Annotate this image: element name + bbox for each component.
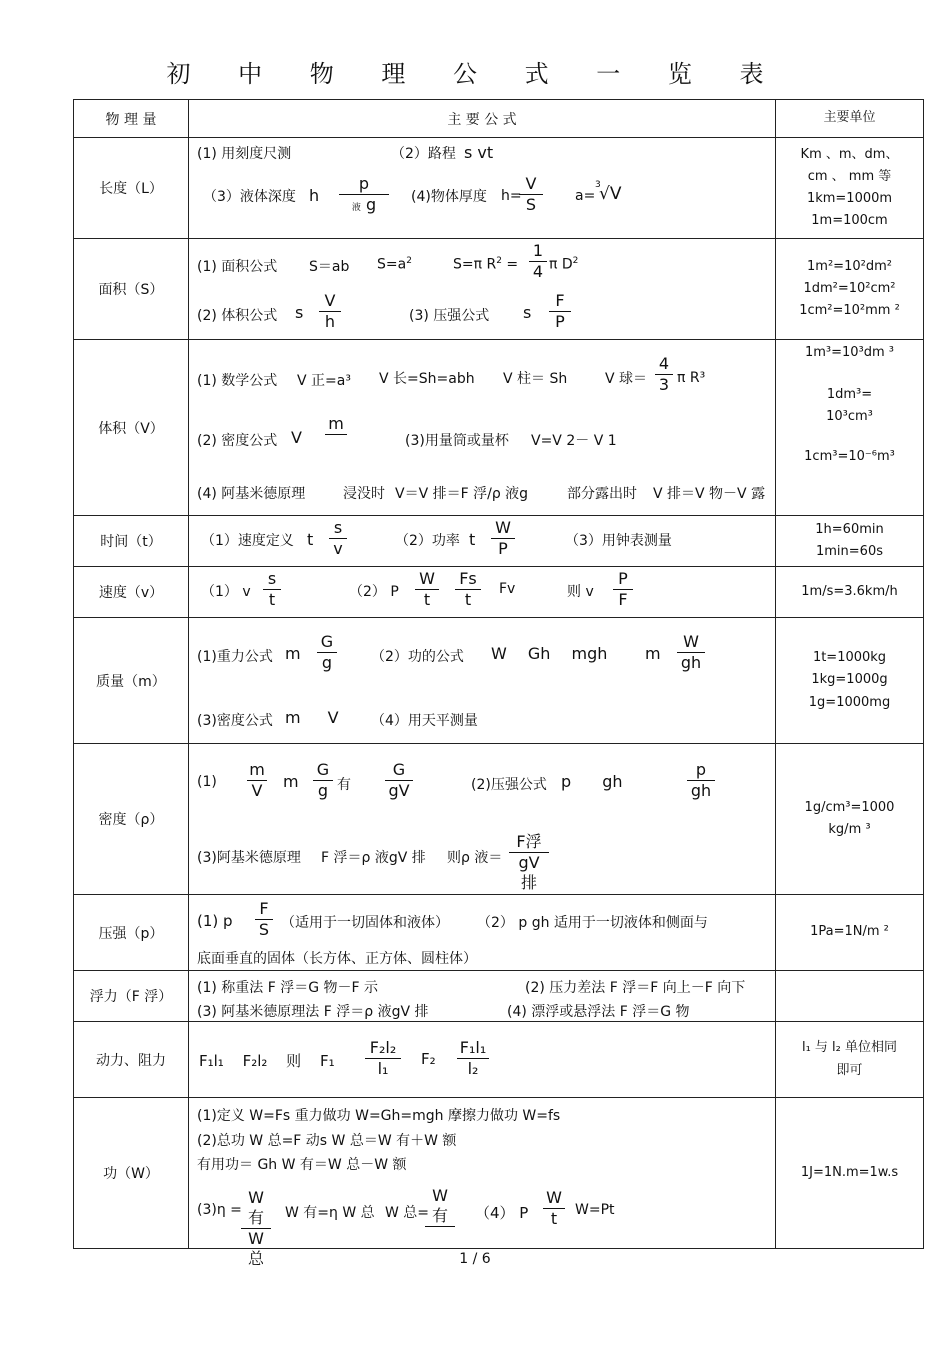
fraction <box>491 518 515 559</box>
header-qty: 物 理 量 <box>74 100 189 138</box>
fraction <box>317 632 337 673</box>
formula-text: m <box>283 772 299 791</box>
formula-text: F₁l₁ F₂l₂ 则 F₁ <box>199 1052 335 1070</box>
unit-line: 1t=1000kg <box>812 650 887 666</box>
table-row <box>74 1022 924 1098</box>
table-header-row <box>74 100 924 138</box>
fraction <box>519 174 543 215</box>
formula-text: (1) p <box>197 912 233 930</box>
fraction-num: F <box>255 899 273 920</box>
fraction-num: F₁l₁ <box>457 1038 489 1059</box>
unit-line: 1g/cm³=1000 <box>804 799 895 815</box>
fraction-num: W有 <box>241 1188 271 1229</box>
fraction-den: t <box>464 590 472 609</box>
formula-text: （3）液体深度 <box>203 189 296 205</box>
fraction-num: G <box>385 760 413 781</box>
fraction-den: t <box>268 590 276 609</box>
fraction <box>329 518 347 559</box>
unit-cell <box>776 895 924 971</box>
formula-text: V 球＝ <box>605 371 648 387</box>
formula-text: （3）用钟表测量 <box>565 533 672 549</box>
row-name: 功（W） <box>74 1098 189 1249</box>
formula-text: （2）功率 <box>395 533 460 549</box>
unit-line: kg/m ³ <box>828 822 871 837</box>
fraction-num: s <box>263 569 281 590</box>
formula-text: （4）用天平测量 <box>371 713 478 729</box>
formula-text: （2） P <box>349 584 399 600</box>
formula-text: 浸没时 <box>343 486 385 502</box>
fraction <box>549 291 571 332</box>
fraction <box>365 1038 401 1079</box>
formula-text: (2) 密度公式 <box>197 433 278 449</box>
page-title: 初 中 物 理 公 式 一 览 表 <box>166 60 784 88</box>
fraction-den: l₂ <box>467 1059 479 1078</box>
unit-line: 1min=60s <box>816 544 883 559</box>
formula-text: （2） p gh 适用于一切液体和侧面与 <box>477 915 708 931</box>
fraction-num: m <box>325 414 347 435</box>
formula-text: (2)总功 W 总=F 动s W 总＝W 有＋W 额 <box>197 1133 457 1149</box>
fraction-num: W <box>491 518 515 539</box>
table-row <box>74 516 924 567</box>
unit-line: 1Pa=1N/m ² <box>810 924 889 940</box>
row-name: 面积（S） <box>74 239 189 340</box>
fraction-num: F浮 <box>509 832 549 853</box>
fraction-den: t <box>550 1209 558 1228</box>
formula-text: (3)阿基米德原理 <box>197 850 301 866</box>
formula-text: F₂ <box>421 1050 436 1068</box>
formula-text: (4) 漂浮或悬浮法 F 浮＝G 物 <box>507 1004 690 1020</box>
table-row <box>74 239 924 340</box>
fraction <box>263 569 281 610</box>
formula-text: 部分露出时 <box>567 486 637 502</box>
formula-text: (1)重力公式 <box>197 649 273 665</box>
fraction <box>529 241 547 282</box>
fraction-den: V <box>251 781 263 800</box>
unit-cell <box>776 138 924 239</box>
unit-line: cm 、 mm 等 <box>807 168 892 184</box>
fraction <box>457 1038 489 1079</box>
formula-text: (3)用量筒或量杯 <box>405 433 509 449</box>
fraction <box>677 632 705 673</box>
unit-line: Km 、m、dm、 <box>800 146 899 162</box>
formula-text: m <box>645 644 661 663</box>
formula-text: (3) 阿基米德原理法 F 浮＝ρ 液gV 排 <box>197 1004 429 1020</box>
row-name: 时间（t） <box>74 516 189 567</box>
table-row <box>74 618 924 744</box>
table-row <box>74 971 924 1022</box>
fraction <box>687 760 715 801</box>
unit-cell <box>776 239 924 340</box>
formula-text: （2）功的公式 <box>371 649 464 665</box>
fraction <box>415 569 439 610</box>
formula-text: h= <box>501 188 522 204</box>
formula-text: s <box>295 303 304 322</box>
formula-text: Fv <box>499 581 516 597</box>
unit-cell <box>776 971 924 1022</box>
formula-text <box>453 256 518 273</box>
formula-text: s <box>523 303 532 322</box>
fraction-den: W总 <box>247 1229 264 1268</box>
fraction-num: G <box>313 760 333 781</box>
formula-text: (1) <box>197 774 217 790</box>
formula-part: S=π R <box>453 256 497 273</box>
formula-text: 底面垂直的固体（长方体、正方体、圆柱体） <box>197 951 477 967</box>
fraction-num: G <box>317 632 337 653</box>
formula-text: W=Pt <box>575 1202 615 1218</box>
table-row <box>74 895 924 971</box>
formula-text: (1) 用刻度尺测 <box>197 146 292 162</box>
unit-line: 1m²=10²dm² <box>807 258 892 274</box>
formula-text: h <box>309 186 320 205</box>
formula-text: a= <box>575 188 596 204</box>
formula-text: 则ρ 液＝ <box>447 850 503 866</box>
unit-line: 1dm³= <box>826 387 873 403</box>
fraction-num: W有 <box>425 1186 455 1227</box>
row-name: 动力、阻力 <box>74 1022 189 1098</box>
formula-text: p gh <box>561 772 623 791</box>
fraction <box>255 899 273 940</box>
unit-line: 10³cm³ <box>826 409 873 425</box>
fraction <box>655 354 673 395</box>
unit-line: 即可 <box>836 1062 863 1078</box>
formula-text: (2) 体积公式 <box>197 308 278 324</box>
formula-text: (4)物体厚度 <box>411 189 487 205</box>
fraction-num: 4 <box>655 354 673 375</box>
formula-text <box>549 256 578 273</box>
root-index: 3 <box>595 180 601 190</box>
row-name: 体积（V） <box>74 340 189 516</box>
formula-text: 有用功＝ Gh W 有＝W 总－W 额 <box>197 1157 407 1173</box>
row-name: 密度（ρ） <box>74 744 189 895</box>
formula-part: = <box>506 256 519 273</box>
formula-text: V=V 2－ V 1 <box>531 433 617 449</box>
formula-text: S＝ab <box>309 259 350 275</box>
fraction <box>325 414 347 435</box>
formula-text: V 正=a³ <box>297 373 351 389</box>
formula-sup: 2 <box>496 256 502 266</box>
formula-text: （2）路程 <box>391 146 456 162</box>
unit-cell <box>776 744 924 895</box>
formula-text: s vt <box>464 143 494 162</box>
fraction-den: t <box>423 590 431 609</box>
fraction-den: 4 <box>532 262 544 281</box>
fraction <box>613 569 633 610</box>
unit-line: 1kg=1000g <box>811 672 888 688</box>
formula-text: W 总= <box>385 1205 430 1221</box>
formula-text: (1) 面积公式 <box>197 259 278 275</box>
formula-text: (1) 称重法 F 浮＝G 物－F 示 <box>197 980 379 996</box>
formula-text: (3)密度公式 <box>197 713 273 729</box>
fraction <box>247 760 267 801</box>
formula-text: m V <box>285 708 339 727</box>
table-row <box>74 1098 924 1249</box>
fraction-den: g <box>317 781 329 800</box>
fraction-den: h <box>324 312 336 331</box>
formula-text: m <box>285 644 301 663</box>
formula-text: (1)定义 W=Fs 重力做功 W=Gh=mgh 摩擦力做功 W=fs <box>197 1108 561 1124</box>
formula-text: (2)压强公式 <box>471 777 547 793</box>
fraction-sub: 液 <box>351 203 361 213</box>
row-name: 长度（L） <box>74 138 189 239</box>
fraction-den: S <box>258 920 270 939</box>
formula-text: (3) 压强公式 <box>409 308 490 324</box>
fraction-num: W <box>677 632 705 653</box>
fraction-den: v <box>333 539 343 558</box>
formula-text: (2) 压力差法 F 浮＝F 向上－F 向下 <box>525 980 746 996</box>
formula-text: V 长=Sh=abh <box>379 371 475 387</box>
unit-line: 1h=60min <box>815 521 884 537</box>
fraction <box>313 760 333 801</box>
fraction-den: l₁ <box>377 1059 389 1078</box>
formula-text: t <box>307 530 314 549</box>
fraction-num: F <box>549 291 571 312</box>
formula-text: (3)η = <box>197 1202 242 1218</box>
formula-text: 有 <box>337 777 351 793</box>
formula-sup: 2 <box>406 256 412 266</box>
unit-line: 1m/s=3.6km/h <box>801 583 898 599</box>
fraction-num: 1 <box>529 241 547 262</box>
unit-cell <box>776 340 924 516</box>
fraction <box>319 291 341 332</box>
fraction-num: W <box>543 1188 565 1209</box>
table-row <box>74 567 924 618</box>
unit-line: 1dm²=10²cm² <box>803 280 896 296</box>
formula-text: （1）速度定义 <box>201 533 294 549</box>
fraction-den: S <box>525 195 537 214</box>
formula-sup: 2 <box>572 256 579 266</box>
unit-line: 1J=1N.m=1w.s <box>800 1164 899 1180</box>
fraction-num: m <box>247 760 267 781</box>
page-number: 1 / 6 <box>459 1251 491 1267</box>
unit-line: 1cm²=10²mm ² <box>799 303 900 319</box>
unit-line: 1m³=10³dm ³ <box>804 345 895 360</box>
fraction-den: gh <box>680 653 702 672</box>
unit-line: l₁ 与 l₂ 单位相同 <box>801 1040 898 1056</box>
fraction-den: P <box>555 312 565 331</box>
fraction <box>385 760 413 801</box>
fraction-den: 3 <box>658 375 670 394</box>
fraction-num: F₂l₂ <box>365 1038 401 1059</box>
header-formula: 主 要 公 式 <box>189 100 776 138</box>
table-row <box>74 744 924 895</box>
formula-text: W Gh mgh <box>491 644 608 663</box>
formula-text: t <box>469 530 476 549</box>
formula-text: V 柱＝ Sh <box>503 371 568 387</box>
formula-text: F 浮＝ρ 液gV 排 <box>321 850 426 866</box>
formula-text: 则 v <box>567 584 594 600</box>
fraction-num: V <box>519 174 543 195</box>
fraction-num: s <box>329 518 347 539</box>
table-row <box>74 340 924 516</box>
fraction-num: Fs <box>455 569 481 590</box>
row-name: 速度（v） <box>74 567 189 618</box>
fraction-den: P <box>498 539 508 558</box>
formula-text: (4) 阿基米德原理 <box>197 486 306 502</box>
fraction <box>509 832 549 893</box>
fraction-num: P <box>613 569 633 590</box>
formula-text: √V <box>599 184 622 204</box>
fraction-den: gh <box>690 781 712 800</box>
formula-text: V＝V 排＝F 浮/ρ 液g <box>395 486 529 502</box>
unit-line: 1g=1000mg <box>808 694 891 710</box>
fraction-num: p <box>687 760 715 781</box>
row-name: 质量（m） <box>74 618 189 744</box>
unit-line: 1cm³=10⁻⁶m³ <box>804 449 895 465</box>
unit-line: 1km=1000m <box>806 191 893 206</box>
unit-line: 1m=100cm <box>811 213 888 229</box>
fraction-den: F <box>618 590 628 609</box>
fraction-den: g <box>365 195 377 214</box>
fraction-num: W <box>415 569 439 590</box>
formula-text: W 有=η W 总 <box>285 1205 375 1221</box>
fraction <box>339 174 389 218</box>
fraction-den: gV排 <box>518 853 540 892</box>
formula-text: （4） P <box>475 1204 529 1222</box>
formula-text: V 排＝V 物－V 露 <box>653 486 766 502</box>
fraction-num: p <box>339 174 389 195</box>
formula-part: π D <box>549 256 573 273</box>
row-name: 浮力（F 浮） <box>74 971 189 1022</box>
formula-text: （1） v <box>201 584 251 600</box>
row-name: 压强（p） <box>74 895 189 971</box>
formula-text <box>377 256 412 273</box>
formula-text: (1) 数学公式 <box>197 373 278 389</box>
formula-text: π R³ <box>677 370 706 386</box>
formula-text: （适用于一切固体和液体） <box>281 915 449 931</box>
fraction <box>543 1188 565 1229</box>
fraction <box>455 569 481 610</box>
unit-cell <box>776 516 924 567</box>
fraction <box>425 1186 455 1227</box>
unit-cell <box>776 567 924 618</box>
formula-part: S=a <box>377 256 407 273</box>
table-row <box>74 138 924 239</box>
fraction-den: g <box>321 653 333 672</box>
formula-text: V <box>291 428 302 447</box>
unit-cell <box>776 1098 924 1249</box>
fraction-num: V <box>319 291 341 312</box>
unit-cell <box>776 1022 924 1098</box>
unit-cell <box>776 618 924 744</box>
header-unit: 主要单位 <box>776 100 924 138</box>
fraction-den: gV <box>388 781 410 800</box>
